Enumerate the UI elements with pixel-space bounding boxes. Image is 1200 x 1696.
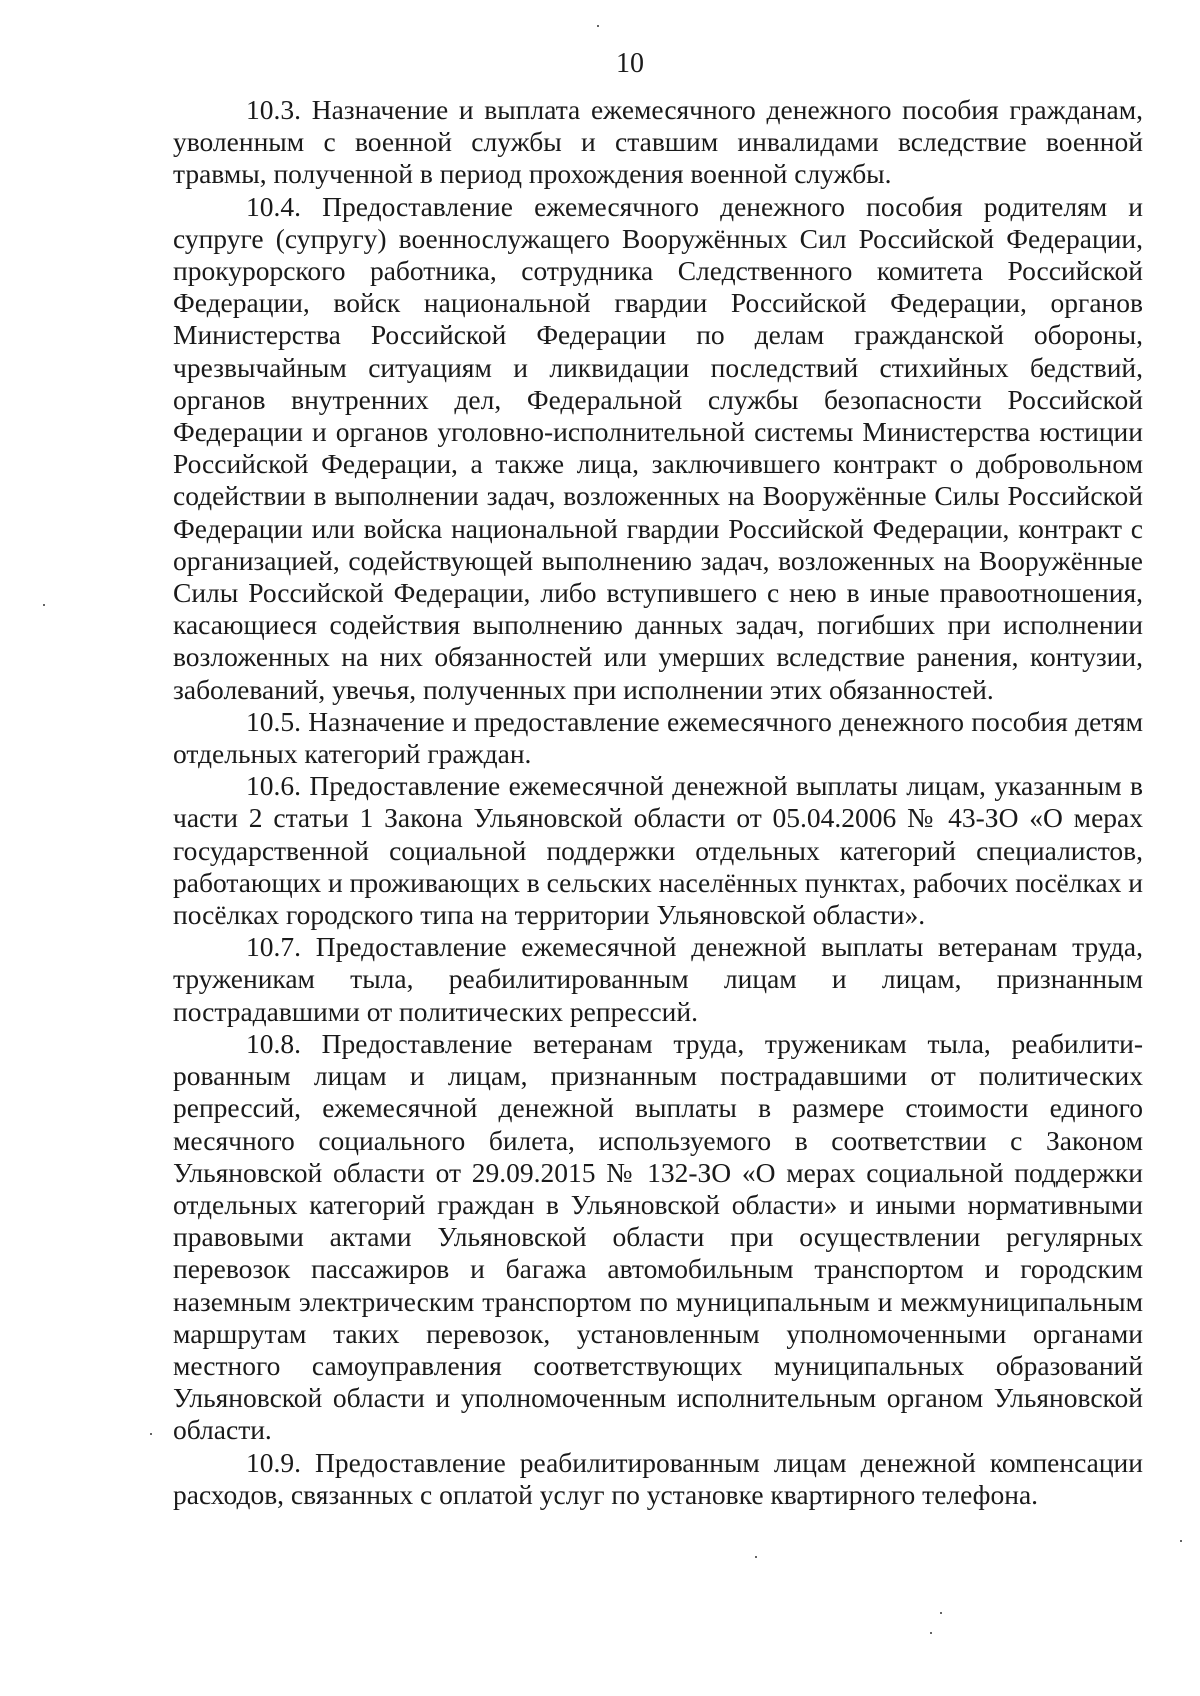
paragraph-10-3: 10.3. Назначение и выплата ежемесячного денежного пособия гражданам, уволенным с военной службы и ставшим инвалидами вследствие военной травмы, полученной в период прохождения военной службы.: [173, 94, 1143, 190]
scan-speck: [930, 1632, 932, 1634]
scan-speck: [1180, 1540, 1182, 1542]
page-number: 10: [616, 48, 644, 79]
paragraph-10-7: 10.7. Предоставление ежемесячной денежной выплаты ветеранам труда, труженикам тыла, реабилитированным лицам и лицам, признанным пострадавшими от политических репрессий.: [173, 931, 1143, 1027]
scan-speck: [150, 1433, 152, 1435]
scan-speck: [43, 604, 45, 606]
paragraph-10-6: 10.6. Предоставление ежемесячной денежной выплаты лицам, указанным в части 2 статьи 1 Закона Ульяновской области от 05.04.2006 № 43-ЗО «О мерах государственной социальной поддержки отдельных категорий специалистов, работающих и проживающих в сельских населённых пунктах, рабочих посёлках и посёлках городского типа на территории Ульяновской области».: [173, 770, 1143, 931]
document-body: [173, 94, 1143, 1511]
scan-speck: [940, 1612, 942, 1614]
paragraph-10-4: 10.4. Предоставление ежемесячного денежного пособия родителям и супруге (супругу) военнослужащего Вооружённых Сил Российской Федерации, прокурорского работника, сотрудника Следственного комитета Российской Федерации, войск национальной гвардии Российской Федерации, органов Министерства Российской Федерации по делам гражданской обороны, чрезвычайным ситуациям и ликвидации последствий стихийных бедствий, органов внутренних дел, Федеральной службы безопасности Российской Федерации и органов уголовно-исполнительной системы Министерства юстиции Российской Федерации, а также лица, заключившего контракт о добровольном содействии в выполнении задач, возложенных на Вооружённые Силы Российской Федерации или войска национальной гвардии Российской Федерации, контракт с организацией, содействующей выполнению задач, возложенных на Вооружённые Силы Российской Федерации, либо вступившего с нею в иные правоотношения, касающиеся содействия выполнению данных задач, погибших при исполнении возложенных на них обязанностей или умерших вследствие ранения, контузии, заболеваний, увечья, полученных при исполнении этих обязанностей.: [173, 190, 1143, 705]
paragraph-10-8: 10.8. Предоставление ветеранам труда, труженикам тыла, реабилитированным лицам и лицам, признанным пострадавшими от политических репрессий, ежемесячной денежной выплаты в размере стоимости единого месячного социального билета, используемого в соответствии с Законом Ульяновской области от 29.09.2015 № 132-ЗО «О мерах социальной поддержки отдельных категорий граждан в Ульяновской области» и иными нормативными правовыми актами Ульяновской области при осуществлении регулярных перевозок пассажиров и багажа автомобильным транспортом и городским наземным электрическим транспортом по муниципальным и межмуниципальным маршрутам таких перевозок, установленным уполномоченными органами местного самоуправления соответствующих муниципальных образований Ульяновской области и уполномоченным исполнительным органом Ульяновской области.: [173, 1027, 1143, 1446]
paragraph-10-9: 10.9. Предоставление реабилитированным лицам денежной компенсации расходов, связанных с оплатой услуг по установке квартирного телефона.: [173, 1446, 1143, 1510]
paragraph-10-5: 10.5. Назначение и предоставление ежемесячного денежного пособия детям отдельных категорий граждан.: [173, 705, 1143, 770]
scan-speck: [597, 25, 599, 27]
scan-speck: [755, 1556, 757, 1558]
